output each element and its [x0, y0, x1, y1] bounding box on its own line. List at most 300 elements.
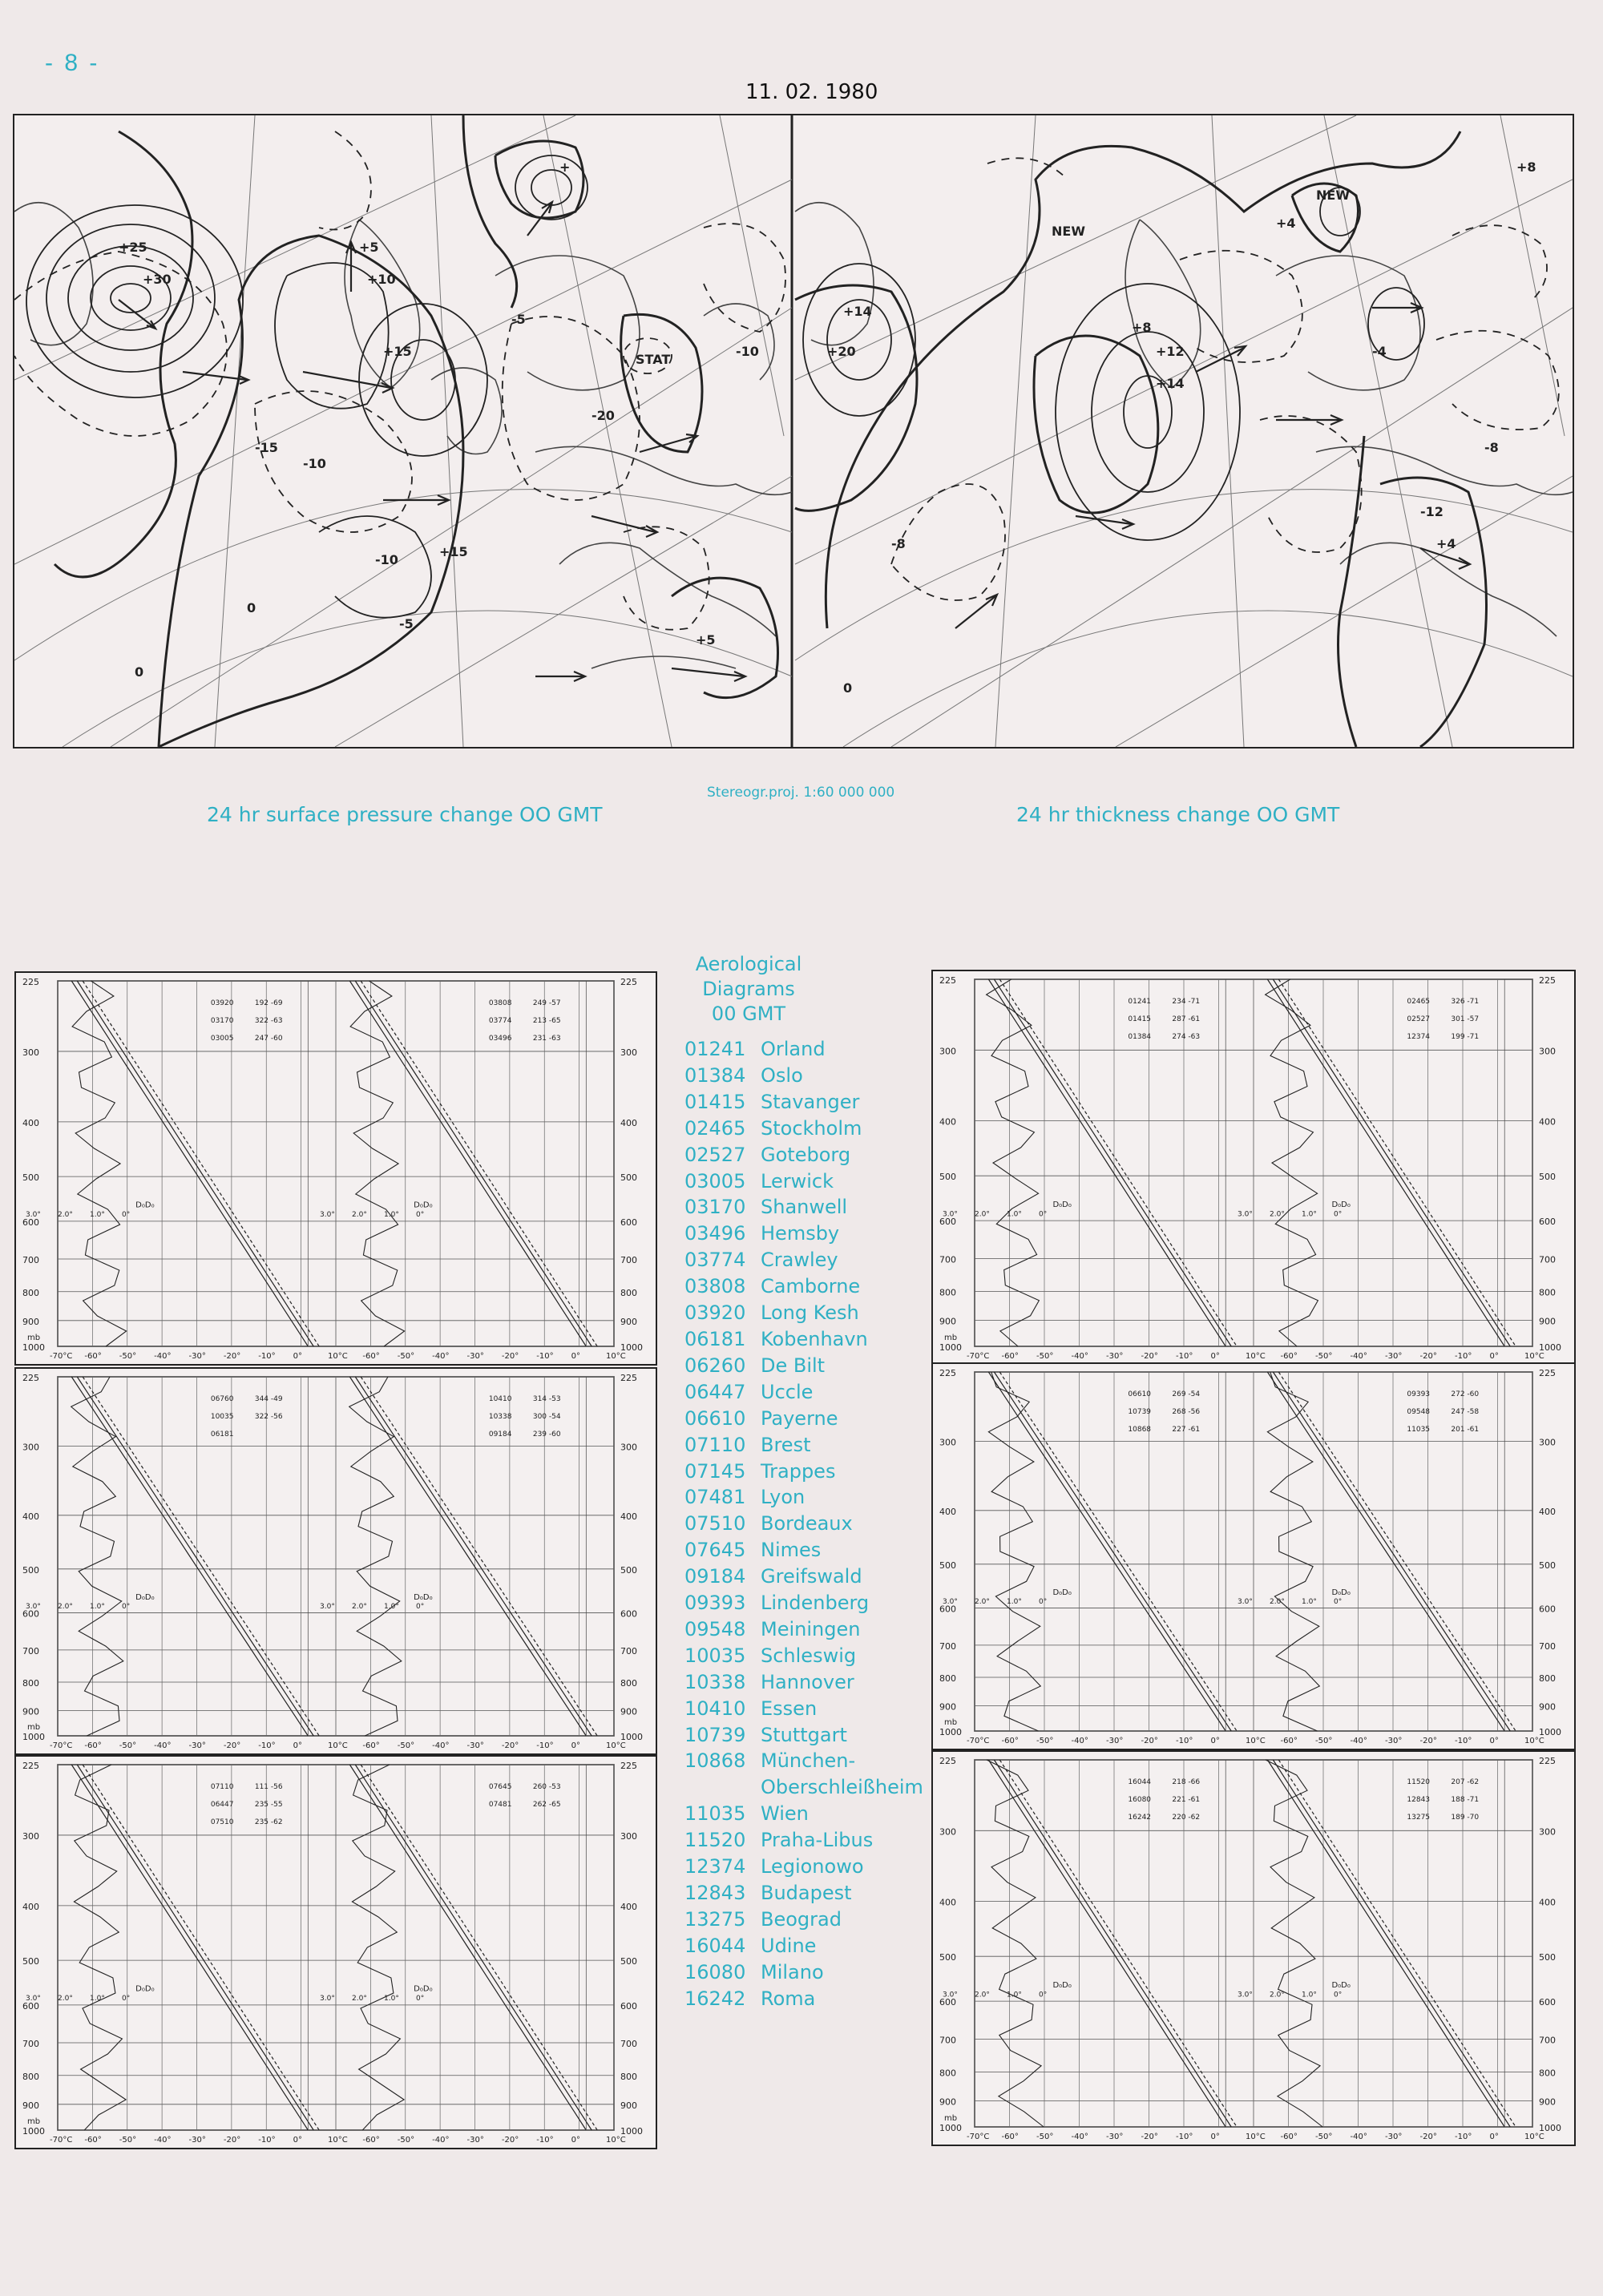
projection-note: Stereogr.proj. 1:60 000 000: [707, 785, 895, 801]
svg-text:-10: -10: [736, 344, 759, 359]
svg-text:+4: +4: [1276, 216, 1296, 231]
svg-text:0: 0: [135, 664, 144, 680]
unit-label: mb: [27, 1334, 41, 1342]
station-name: Trappes: [761, 1459, 836, 1483]
station-entry: [684, 1933, 949, 1959]
station-entry: [684, 1326, 949, 1353]
temperature-tick: -40°: [1350, 2133, 1367, 2141]
diagram-grid: [16, 973, 656, 1364]
station-entry: [684, 1986, 949, 2012]
station-code: 02465: [684, 1116, 746, 1140]
temperature-tick: -30°: [188, 1352, 206, 1361]
temperature-tick: -10°: [536, 2136, 554, 2145]
svg-text:NEW: NEW: [1052, 224, 1085, 239]
pressure-label: 900: [939, 1701, 956, 1713]
station-name: Uccle: [761, 1380, 814, 1403]
station-name: Camborne: [761, 1275, 861, 1298]
dewpoint-tick: 1.0°: [90, 1211, 105, 1220]
pressure-label: 800: [1539, 1287, 1556, 1298]
pressure-label: 900: [620, 1316, 637, 1327]
temperature-tick: -20°: [223, 2136, 241, 2145]
station-code: 10035: [684, 1644, 746, 1667]
station-code: 10739: [684, 1723, 746, 1746]
svg-text:+14: +14: [843, 304, 872, 319]
temperature-tick: -20°: [1141, 1737, 1158, 1745]
temperature-tick: -60°: [1001, 2133, 1019, 2141]
temperature-tick: -20°: [1419, 1737, 1437, 1745]
station-name: München-: [761, 1749, 856, 1773]
temperature-tick: -10°: [1455, 1352, 1472, 1361]
pressure-label: 900: [1539, 1316, 1556, 1327]
dewpoint-tick: 2.0°: [58, 1602, 73, 1611]
svg-text:+5: +5: [696, 632, 716, 648]
temperature-tick: 10°C: [1524, 1737, 1544, 1745]
aerological-diagram-3: [14, 1755, 657, 2149]
station-entry: [684, 1669, 949, 1696]
station-name: Lindenberg: [761, 1592, 870, 1615]
svg-text:-5: -5: [511, 312, 526, 327]
pressure-label: 700: [1539, 1640, 1556, 1652]
pressure-label: 1000: [620, 2126, 643, 2137]
station-tropopause: 207 -62: [1451, 1778, 1480, 1786]
temperature-tick: -60°: [362, 1352, 380, 1361]
station-entry: [684, 1564, 949, 1590]
temperature-tick: -70°C: [50, 1352, 73, 1361]
station-id: 03774: [488, 1017, 512, 1025]
station-tropopause: 235 -62: [254, 1818, 283, 1826]
temperature-tick: -70°C: [50, 2136, 73, 2145]
station-name: Meiningen: [761, 1617, 861, 1640]
station-code: 16242: [684, 1987, 746, 2010]
temperature-tick: -50°: [1315, 1737, 1333, 1745]
pressure-label: 1000: [939, 1342, 962, 1353]
svg-text:-5: -5: [399, 616, 414, 632]
pressure-label: 300: [939, 1046, 956, 1057]
dewpoint-label: D₀D₀: [1331, 1200, 1351, 1209]
pressure-label: 500: [620, 1956, 637, 1967]
pressure-label: 500: [939, 1560, 956, 1571]
pressure-label: 900: [939, 1316, 956, 1327]
temperature-tick: -30°: [1385, 2133, 1403, 2141]
temperature-tick: -40°: [432, 1352, 450, 1361]
station-name: Essen: [761, 1697, 818, 1720]
station-tropopause: 301 -57: [1451, 1015, 1480, 1023]
station-code: 09393: [684, 1592, 746, 1615]
station-name: Oberschleißheim: [761, 1776, 923, 1799]
station-entry: [684, 1722, 949, 1749]
temperature-tick: 0°: [571, 1741, 580, 1750]
svg-text:NEW: NEW: [1316, 188, 1350, 203]
station-name: Stuttgart: [761, 1723, 847, 1746]
dewpoint-tick: 3.0°: [26, 1211, 41, 1220]
station-tropopause: 213 -65: [532, 1017, 561, 1025]
station-code: 03170: [684, 1196, 746, 1219]
pressure-label: 300: [939, 1437, 956, 1448]
pressure-label: 500: [1539, 1172, 1556, 1183]
legend-title: Aerological Diagrams 00 GMT: [695, 953, 802, 1025]
pressure-label: 225: [939, 975, 956, 986]
station-tropopause: 192 -69: [254, 999, 283, 1007]
station-id: 01241: [1128, 998, 1152, 1006]
station-tropopause: 227 -61: [1172, 1426, 1201, 1434]
dewpoint-label: D₀D₀: [135, 1200, 155, 1210]
dewpoint-tick: 0°: [1039, 1597, 1048, 1606]
station-name: Budapest: [761, 1882, 852, 1904]
surface-pressure-map: [14, 115, 792, 747]
pressure-label: 1000: [22, 1342, 45, 1353]
station-tropopause: 247 -58: [1451, 1408, 1480, 1416]
station-id: 03496: [488, 1035, 512, 1043]
station-entry: [684, 1116, 949, 1142]
pressure-label: 600: [939, 1217, 956, 1228]
pressure-label: 300: [22, 1442, 39, 1453]
pressure-label: 400: [1539, 1116, 1556, 1128]
temperature-tick: -10°: [536, 1352, 554, 1361]
dewpoint-label: D₀D₀: [135, 1984, 155, 1994]
station-name: Bordeaux: [761, 1512, 853, 1535]
temperature-tick: -20°: [501, 1741, 519, 1750]
pressure-label: 1000: [939, 2123, 962, 2133]
svg-text:+20: +20: [827, 344, 856, 359]
station-id: 09184: [488, 1430, 512, 1439]
pressure-label: 600: [22, 2000, 39, 2012]
station-id: 16080: [1128, 1796, 1152, 1804]
station-tropopause: 268 -56: [1172, 1408, 1201, 1416]
thickness-map: [795, 115, 1573, 747]
pressure-label: 500: [620, 1172, 637, 1184]
dewpoint-tick: 0°: [1039, 1210, 1048, 1219]
station-id: 10035: [210, 1413, 234, 1421]
station-id: 16242: [1128, 1814, 1152, 1822]
temperature-tick: 0°: [1489, 1352, 1499, 1361]
pressure-label: 600: [22, 1217, 39, 1228]
dewpoint-tick: 1.0°: [1007, 1991, 1022, 1999]
left-map-caption: 24 hr surface pressure change OO GMT: [207, 803, 603, 826]
svg-text:+15: +15: [439, 544, 468, 559]
station-entry: [684, 1036, 949, 1063]
diagram-grid: [933, 1364, 1574, 1749]
pressure-label: 700: [22, 1645, 39, 1656]
station-tropopause: 218 -66: [1172, 1778, 1201, 1786]
aerological-diagram-2: [14, 1367, 657, 1755]
temperature-tick: -20°: [501, 1352, 519, 1361]
dewpoint-tick: 2.0°: [975, 1597, 990, 1606]
pressure-label: 225: [939, 1756, 956, 1766]
pressure-label: 800: [939, 2068, 956, 2079]
station-entry: [684, 1353, 949, 1379]
pressure-label: 400: [939, 1897, 956, 1908]
station-code: 11520: [684, 1829, 746, 1852]
temperature-tick: -60°: [1280, 1737, 1298, 1745]
pressure-label: 300: [22, 1830, 39, 1842]
station-name: Shanwell: [761, 1196, 848, 1219]
temperature-tick: 10°C: [1524, 2133, 1544, 2141]
temperature-tick: -30°: [1385, 1352, 1403, 1361]
dewpoint-tick: 0°: [416, 1602, 425, 1611]
svg-text:-10: -10: [375, 552, 398, 567]
station-id: 07510: [210, 1818, 234, 1826]
temperature-tick: 0°: [1210, 1737, 1220, 1745]
svg-text:-20: -20: [592, 408, 615, 423]
pressure-label: 800: [22, 2071, 39, 2082]
station-code: 09548: [684, 1617, 746, 1640]
svg-text:-8: -8: [891, 536, 906, 551]
station-code: 03920: [684, 1301, 746, 1325]
dewpoint-tick: 3.0°: [320, 1211, 335, 1220]
temperature-tick: 10°C: [1246, 1737, 1266, 1745]
pressure-label: 600: [1539, 1217, 1556, 1228]
station-entry: [684, 1880, 949, 1907]
pressure-label: 300: [620, 1830, 637, 1842]
station-tropopause: 189 -70: [1451, 1814, 1480, 1822]
dewpoint-tick: 2.0°: [975, 1991, 990, 1999]
station-name: Payerne: [761, 1406, 838, 1430]
station-name: Lyon: [761, 1486, 806, 1509]
station-id: 03170: [210, 1017, 234, 1025]
svg-text:STAT: STAT: [636, 352, 671, 367]
temperature-tick: -30°: [1106, 2133, 1124, 2141]
dewpoint-tick: 2.0°: [58, 1211, 73, 1220]
station-id: 03808: [488, 999, 512, 1007]
svg-text:-10: -10: [303, 456, 326, 471]
pressure-label: 800: [22, 1287, 39, 1298]
station-entry: [684, 1643, 949, 1669]
station-code: 03774: [684, 1249, 746, 1272]
pressure-label: 900: [1539, 1701, 1556, 1713]
temperature-tick: -50°: [119, 1741, 137, 1750]
station-entry: [684, 1194, 949, 1221]
temperature-tick: -40°: [154, 2136, 172, 2145]
station-code: 07110: [684, 1433, 746, 1456]
station-name: Stockholm: [761, 1116, 862, 1140]
station-entry: [684, 1907, 949, 1933]
svg-text:+30: +30: [143, 272, 172, 287]
temperature-tick: 0°: [1210, 1352, 1220, 1361]
aerological-legend: [684, 952, 949, 2012]
temperature-tick: -40°: [432, 2136, 450, 2145]
station-name: Wien: [761, 1802, 809, 1826]
temperature-tick: -10°: [258, 1352, 276, 1361]
svg-text:-4: -4: [1372, 344, 1387, 359]
temperature-tick: -60°: [1280, 1352, 1298, 1361]
dewpoint-tick: 1.0°: [90, 1995, 105, 2003]
station-entry: [684, 1221, 949, 1247]
pressure-label: 500: [22, 1172, 39, 1184]
temperature-tick: -10°: [1455, 2133, 1472, 2141]
station-tropopause: 188 -71: [1451, 1796, 1480, 1804]
station-id: 10868: [1128, 1426, 1152, 1434]
pressure-label: 300: [939, 1826, 956, 1838]
station-name: Udine: [761, 1934, 817, 1957]
pressure-label: 500: [620, 1564, 637, 1576]
temperature-tick: -70°C: [967, 1352, 990, 1361]
station-entry: [684, 1142, 949, 1168]
pressure-label: 300: [1539, 1437, 1556, 1448]
pressure-label: 600: [1539, 1604, 1556, 1615]
temperature-tick: -10°: [1176, 2133, 1193, 2141]
temperature-tick: 10°C: [606, 1741, 626, 1750]
unit-label: mb: [944, 1334, 958, 1342]
pressure-label: 300: [1539, 1046, 1556, 1057]
pressure-label: 400: [22, 1117, 39, 1128]
station-code: 06447: [684, 1380, 746, 1403]
station-id: 07481: [488, 1801, 512, 1809]
station-tropopause: 199 -71: [1451, 1033, 1480, 1041]
pressure-label: 500: [22, 1956, 39, 1967]
station-id: 03920: [210, 999, 234, 1007]
dewpoint-label: D₀D₀: [1052, 1200, 1072, 1209]
station-name: Milano: [761, 1960, 824, 1983]
temperature-tick: -10°: [1176, 1737, 1193, 1745]
pressure-label: 300: [620, 1047, 637, 1058]
temperature-tick: -20°: [501, 2136, 519, 2145]
station-name: Schleswig: [761, 1644, 857, 1667]
dewpoint-tick: 1.0°: [1302, 1597, 1317, 1606]
station-id: 10338: [488, 1413, 512, 1421]
pressure-label: 400: [1539, 1506, 1556, 1517]
pressure-label: 900: [939, 2096, 956, 2108]
pressure-label: 800: [1539, 2068, 1556, 2079]
station-id: 06610: [1128, 1390, 1152, 1398]
dewpoint-label: D₀D₀: [1331, 1980, 1351, 1990]
dewpoint-tick: 2.0°: [975, 1210, 990, 1219]
svg-text:+: +: [559, 159, 571, 175]
svg-text:+5: +5: [359, 240, 379, 255]
pressure-label: 900: [22, 2100, 39, 2111]
dewpoint-tick: 1.0°: [90, 1602, 105, 1611]
pressure-label: 300: [620, 1442, 637, 1453]
dewpoint-label: D₀D₀: [1331, 1588, 1351, 1597]
svg-text:+8: +8: [1516, 159, 1536, 175]
pressure-label: 400: [620, 1511, 637, 1522]
pressure-label: 300: [1539, 1826, 1556, 1838]
svg-text:+8: +8: [1132, 320, 1152, 335]
temperature-tick: -40°: [1350, 1352, 1367, 1361]
temperature-tick: -70°C: [50, 1741, 73, 1750]
station-id: 16044: [1128, 1778, 1152, 1786]
temperature-tick: -20°: [1419, 1352, 1437, 1361]
pressure-label: 600: [939, 1997, 956, 2008]
svg-text:+25: +25: [119, 240, 147, 255]
dewpoint-tick: 3.0°: [1238, 1210, 1253, 1219]
station-tropopause: 300 -54: [532, 1413, 561, 1421]
station-name: Stavanger: [761, 1090, 860, 1113]
pressure-label: 600: [620, 1217, 637, 1228]
diagram-grid: [16, 1757, 656, 2148]
dewpoint-label: D₀D₀: [135, 1592, 155, 1602]
unit-label: mb: [27, 2117, 41, 2126]
dewpoint-label: D₀D₀: [414, 1984, 433, 1994]
station-entry: [684, 1063, 949, 1089]
aerological-diagram-4: [931, 970, 1576, 1366]
station-id: 07110: [210, 1783, 234, 1791]
temperature-tick: -60°: [84, 1352, 102, 1361]
temperature-tick: -20°: [1419, 2133, 1437, 2141]
pressure-label: 700: [620, 2038, 637, 2049]
station-name: Long Kesh: [761, 1301, 859, 1325]
dewpoint-tick: 3.0°: [320, 1995, 335, 2003]
temperature-tick: -30°: [466, 2136, 484, 2145]
pressure-label: 900: [1539, 2096, 1556, 2108]
temperature-tick: 0°: [1210, 2133, 1220, 2141]
temperature-tick: -10°: [536, 1741, 554, 1750]
station-code: 01241: [684, 1038, 746, 1060]
dewpoint-tick: 0°: [122, 1211, 131, 1220]
dewpoint-tick: 3.0°: [26, 1602, 41, 1611]
station-id: 07645: [488, 1783, 512, 1791]
station-entry: [684, 1774, 949, 1801]
station-name: Goteborg: [761, 1143, 851, 1166]
pressure-label: 400: [620, 1901, 637, 1912]
aerological-diagram-1: [14, 971, 657, 1366]
station-code: 02527: [684, 1143, 746, 1166]
temperature-tick: 10°C: [328, 1352, 348, 1361]
pressure-label: 225: [22, 1761, 39, 1771]
station-tropopause: 322 -56: [254, 1413, 283, 1421]
station-name: Roma: [761, 1987, 816, 2010]
temperature-tick: -30°: [188, 1741, 206, 1750]
station-name: Nimes: [761, 1539, 822, 1562]
svg-text:-12: -12: [1420, 504, 1444, 519]
dewpoint-tick: 2.0°: [352, 1995, 367, 2003]
dewpoint-tick: 0°: [122, 1602, 131, 1611]
station-id: 11035: [1407, 1426, 1431, 1434]
temperature-tick: 10°C: [328, 2136, 348, 2145]
temperature-tick: -40°: [1071, 1352, 1088, 1361]
pressure-label: 400: [1539, 1897, 1556, 1908]
temperature-tick: -50°: [119, 1352, 137, 1361]
chart-date: 11. 02. 1980: [745, 80, 878, 104]
temperature-tick: 0°: [293, 1741, 302, 1750]
dewpoint-tick: 0°: [1334, 1597, 1343, 1606]
station-tropopause: 111 -56: [254, 1783, 283, 1791]
station-name: Beograd: [761, 1907, 842, 1931]
aerological-diagram-6: [931, 1750, 1576, 2146]
dewpoint-tick: 1.0°: [384, 1602, 399, 1611]
pressure-label: 225: [22, 977, 39, 987]
station-tropopause: 314 -53: [532, 1395, 561, 1403]
pressure-label: 225: [1539, 1756, 1556, 1766]
station-code: 07481: [684, 1486, 746, 1509]
pressure-label: 700: [620, 1254, 637, 1265]
pressure-label: 1000: [1539, 1727, 1561, 1737]
svg-text:-15: -15: [255, 440, 278, 455]
temperature-tick: -40°: [154, 1741, 172, 1750]
pressure-label: 700: [620, 1645, 637, 1656]
pressure-label: 1000: [1539, 2123, 1561, 2133]
svg-text:+10: +10: [367, 272, 396, 287]
station-tropopause: 344 -49: [254, 1395, 283, 1403]
temperature-tick: 0°: [293, 2136, 302, 2145]
station-tropopause: 249 -57: [532, 999, 561, 1007]
temperature-tick: -20°: [223, 1352, 241, 1361]
diagram-grid: [933, 1752, 1574, 2145]
temperature-tick: -10°: [258, 1741, 276, 1750]
station-tropopause: 247 -60: [254, 1035, 283, 1043]
station-code: 03808: [684, 1275, 746, 1298]
pressure-label: 400: [22, 1901, 39, 1912]
station-id: 01384: [1128, 1033, 1152, 1041]
station-entry: [684, 1459, 949, 1485]
temperature-tick: -40°: [154, 1352, 172, 1361]
station-code: 12374: [684, 1855, 746, 1878]
temperature-tick: -50°: [119, 2136, 137, 2145]
temperature-tick: -40°: [432, 1741, 450, 1750]
temperature-tick: 10°C: [328, 1741, 348, 1750]
temperature-tick: -30°: [1106, 1352, 1124, 1361]
dewpoint-label: D₀D₀: [1052, 1980, 1072, 1990]
dewpoint-tick: 2.0°: [1270, 1597, 1285, 1606]
